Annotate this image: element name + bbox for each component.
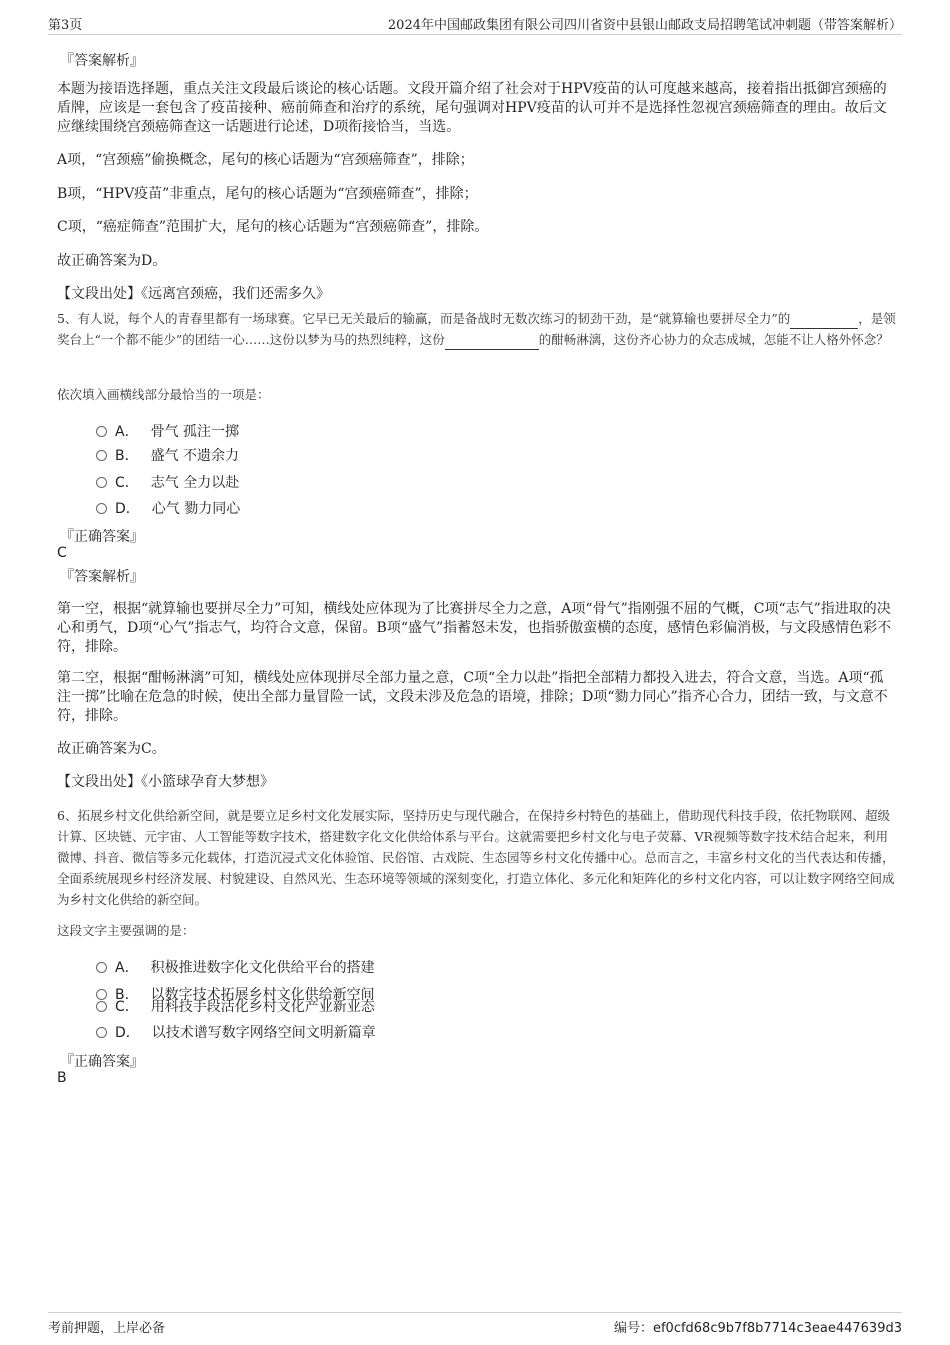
option-key: A． xyxy=(115,960,139,976)
page-header xyxy=(48,14,902,35)
q5-answer: C xyxy=(57,545,67,561)
q5-stem xyxy=(57,308,897,350)
option-text: 积极推进数字化文化供给平台的搭建 xyxy=(150,960,375,976)
radio-icon[interactable] xyxy=(96,962,107,973)
option-text: 用科技手段活化乡村文化产业新业态 xyxy=(150,999,375,1015)
q5-analysis-paragraph-1: 第一空，根据“就算输也要拼尽全力”可知，横线处应体现为了比赛拼尽全力之意，A项“骨气”指刚强不屈的气概，C项“志气”指进取的决心和勇气，D项“心气”指志气，均符合文意，保留。B项“盛气”指蓄怒未发，也指骄傲蛮横的态度，感情色彩偏消极，与文段感情色彩不符，排除。 xyxy=(57,601,892,655)
footer-slogan: 考前押题，上岸必备 xyxy=(48,1321,166,1336)
q5-option-d[interactable] xyxy=(96,498,240,518)
option-key: C． xyxy=(115,475,139,491)
q5-option-c[interactable] xyxy=(96,472,239,492)
radio-icon[interactable] xyxy=(96,450,107,461)
q5-option-b[interactable] xyxy=(96,445,239,465)
q6-option-d[interactable] xyxy=(96,1022,376,1042)
q5-analysis-paragraph-2: 第二空，根据“酣畅淋漓”可知，横线处应体现拼尽全部力量之意，C项“全力以赴”指把全部精力都投入进去，符合文意，当选。A项“孤注一掷”比喻在危急的时候，使出全部力量冒险一试，文段未涉及危急的语境，排除；D项“勠力同心”指齐心合力，团结一致，与文意不符，排除。 xyxy=(57,670,888,724)
q6-prompt: 这段文字主要强调的是： xyxy=(57,923,195,938)
q5-conclusion: 故正确答案为C。 xyxy=(57,741,166,757)
q5-source: 【文段出处】《小篮球孕育大梦想》 xyxy=(57,774,274,790)
q4-analysis-label: 『答案解析』 xyxy=(60,53,144,69)
option-key: B． xyxy=(115,987,139,1003)
option-text: 盛气 不遗余力 xyxy=(150,448,240,464)
option-text: 骨气 孤注一掷 xyxy=(150,424,240,440)
radio-icon[interactable] xyxy=(96,426,107,437)
q5-blank-1 xyxy=(790,314,858,329)
option-text: 以技术谱写数字网络空间文明新篇章 xyxy=(151,1025,376,1041)
radio-icon[interactable] xyxy=(96,1027,107,1038)
option-key: C． xyxy=(115,999,139,1015)
option-key: B． xyxy=(115,448,139,464)
option-key: D． xyxy=(115,501,140,517)
radio-icon[interactable] xyxy=(96,1001,107,1012)
radio-icon[interactable] xyxy=(96,503,107,514)
q5-stem-part-1: 5、有人说，每个人的青春里都有一场球赛。它早已无关最后的输赢，而是备战时无数次练习的韧劲干劲，是“就算输也要拼尽全力”的 xyxy=(57,311,791,326)
q5-answer-label: 『正确答案』 xyxy=(60,529,144,545)
q4-analysis-option-a: A项，“宫颈癌”偷换概念，尾句的核心话题为“宫颈癌筛查”，排除； xyxy=(57,152,474,168)
q4-analysis-paragraph: 本题为接语选择题，重点关注文段最后谈论的核心话题。文段开篇介绍了社会对于HPV疫苗的认可度越来越高，接着指出抵御宫颈癌的盾牌，应该是一套包含了疫苗接种、癌前筛查和治疗的系统，尾句强调对HPV疫苗的认可并不是选择性忽视宫颈癌筛查的理由。故后文应继续围绕宫颈癌筛查这一话题进行论述，D项衔接恰当，当选。 xyxy=(57,81,887,135)
option-key: A． xyxy=(115,424,139,440)
option-text: 心气 勠力同心 xyxy=(151,501,241,517)
q5-stem-part-2: ，是领奖台上“一个都不能少”的团结一心……这份以梦为马的热烈纯粹，这份 xyxy=(57,311,896,347)
q5-option-a[interactable] xyxy=(96,421,239,441)
q6-answer-label: 『正确答案』 xyxy=(60,1054,144,1070)
q5-blank-2 xyxy=(445,335,539,350)
code-value: ef0cfd68c9b7f8b7714c3eae447639d3 xyxy=(652,1321,902,1336)
document-code xyxy=(614,1317,902,1336)
option-key: D． xyxy=(115,1025,140,1041)
option-text: 以数字技术拓展乡村文化供给新空间 xyxy=(150,987,375,1003)
page-number: 第3页 xyxy=(48,18,83,33)
q4-conclusion: 故正确答案为D。 xyxy=(57,253,167,269)
page-footer xyxy=(48,1312,902,1336)
q5-stem-part-3: 的酣畅淋漓，这份齐心协力的众志成城，怎能不让人格外怀念？ xyxy=(538,332,889,347)
q6-stem: 6、拓展乡村文化供给新空间，就是要立足乡村文化发展实际，坚持历史与现代融合，在保持乡村特色的基础上，借助现代科技手段，依托物联网、超级计算、区块链、元宇宙、人工智能等数字技术，搭建数字化文化供给体系与平台。这就需要把乡村文化与电子荧幕、VR视频等数字技术结合起来，利用微博、抖音、微信等多元化载体，打造沉浸式文化体验馆、民俗馆、古戏院、生态园等乡村文化传播中心。总而言之，丰富乡村文化的当代表达和传播，全面系统展现乡村经济发展、村貌建设、自然风光、生态环境等领域的深刻变化，打造立体化、多元化和矩阵化的乡村文化内容，可以让数字网络空间成为乡村文化供给的新空间。 xyxy=(57,808,895,907)
option-text: 志气 全力以赴 xyxy=(150,475,240,491)
q4-analysis-option-b: B项，“HPV疫苗”非重点，尾句的核心话题为“宫颈癌筛查”，排除； xyxy=(57,186,478,202)
q6-option-c[interactable] xyxy=(96,996,375,1016)
document-title: 2024年中国邮政集团有限公司四川省资中县银山邮政支局招聘笔试冲刺题（带答案解析） xyxy=(387,18,902,33)
q6-answer: B xyxy=(57,1070,67,1086)
q5-analysis-label: 『答案解析』 xyxy=(60,569,144,585)
q5-prompt: 依次填入画横线部分最恰当的一项是： xyxy=(57,387,270,402)
q4-source: 【文段出处】《远离宫颈癌，我们还需多久》 xyxy=(57,286,330,302)
radio-icon[interactable] xyxy=(96,477,107,488)
q4-analysis-option-c: C项，“癌症筛查”范围扩大，尾句的核心话题为“宫颈癌筛查”，排除。 xyxy=(57,219,489,235)
q6-option-a[interactable] xyxy=(96,957,375,977)
code-label: 编号： xyxy=(613,1321,653,1336)
